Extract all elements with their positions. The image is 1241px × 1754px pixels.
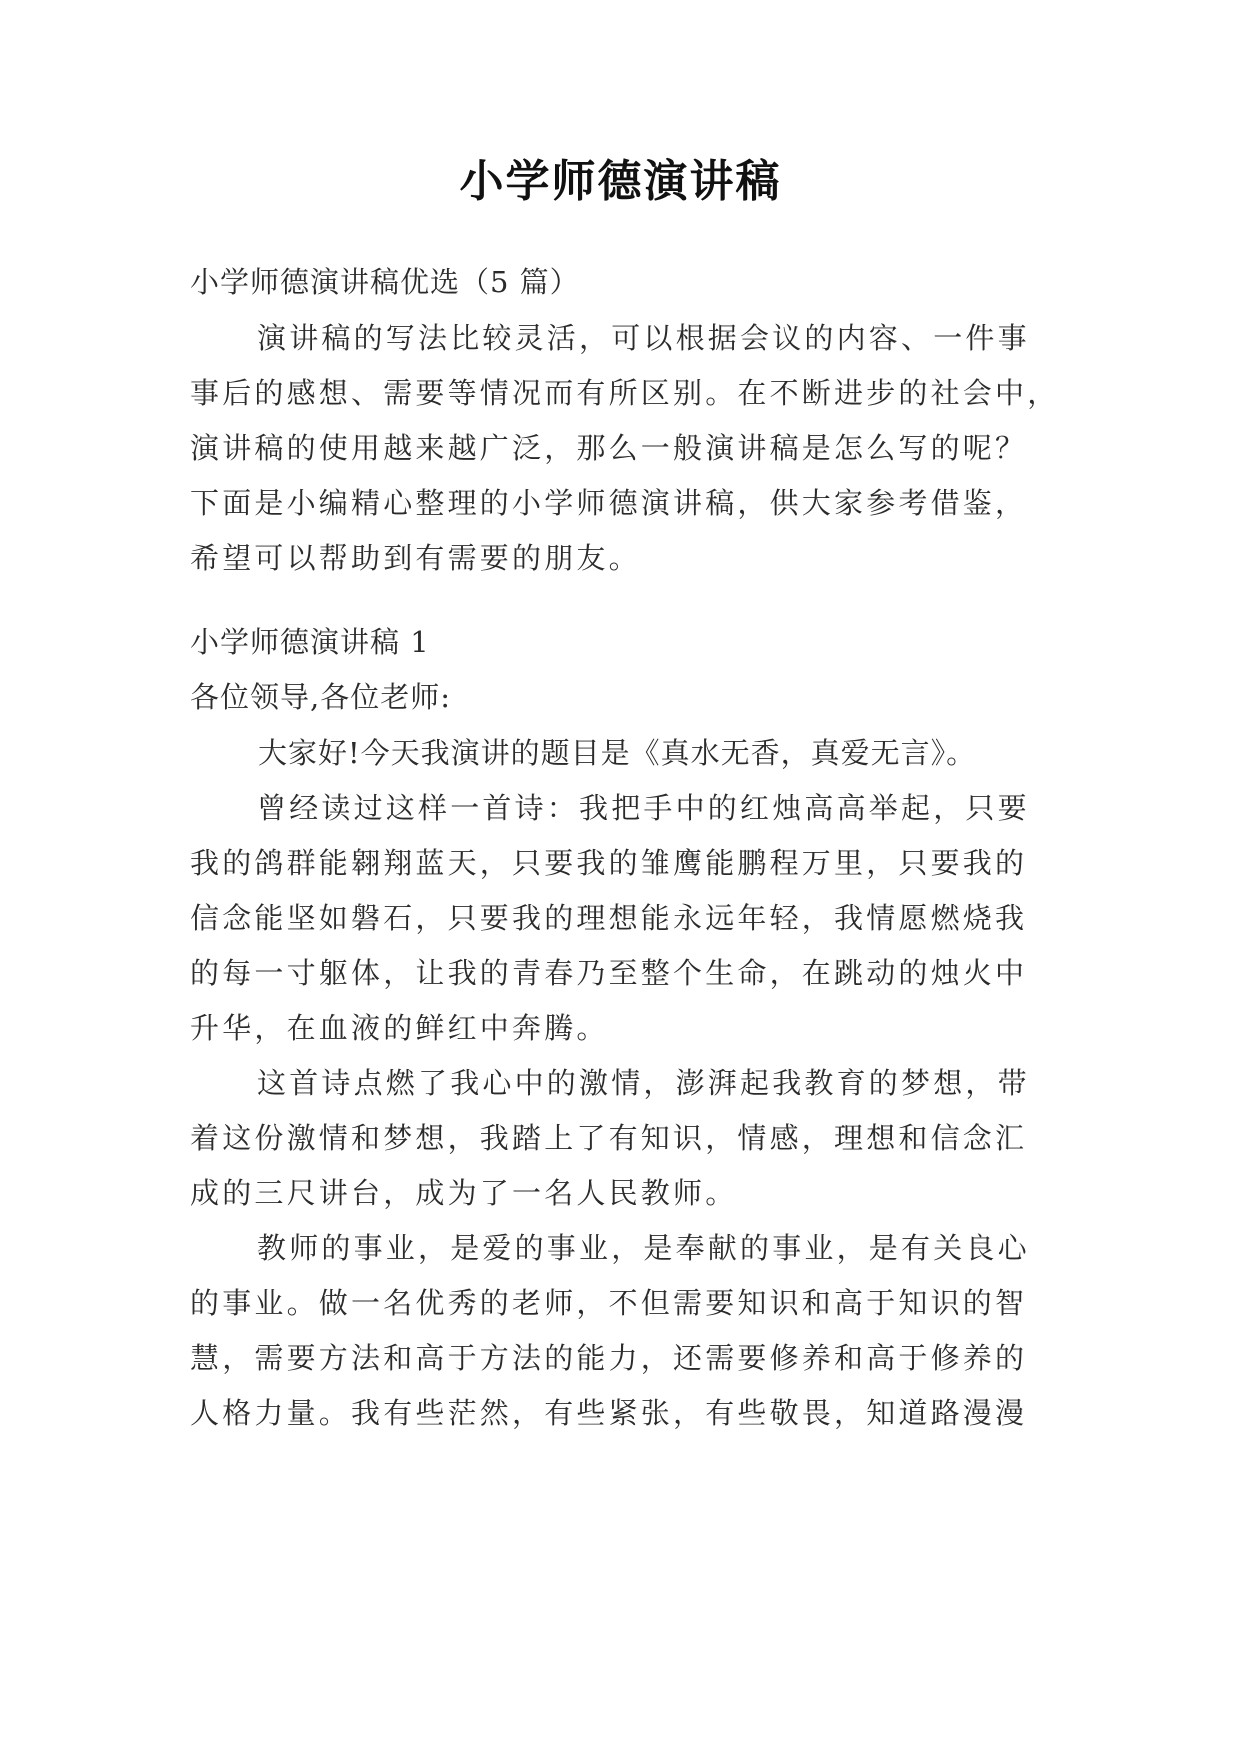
paragraph-line: 信念能坚如磐石，只要我的理想能永远年轻，我情愿燃烧我 <box>190 901 1028 935</box>
paragraph-line: 升华，在血液的鲜红中奔腾。 <box>190 1011 609 1045</box>
paragraph-line: 的每一寸躯体，让我的青春乃至整个生命，在跳动的烛火中 <box>190 956 1028 990</box>
document-title: 小学师德演讲稿 <box>459 156 782 207</box>
paragraph-line: 人格力量。我有些茫然，有些紧张，有些敬畏，知道路漫漫 <box>190 1396 1028 1430</box>
intro-line: 希望可以帮助到有需要的朋友。 <box>190 541 641 575</box>
paragraph-line: 成的三尺讲台，成为了一名人民教师。 <box>190 1176 738 1210</box>
subtitle: 小学师德演讲稿优选（5 篇） <box>190 265 580 299</box>
intro-line: 下面是小编精心整理的小学师德演讲稿，供大家参考借鉴， <box>190 486 1028 520</box>
intro-line: 演讲稿的使用越来越广泛，那么一般演讲稿是怎么写的呢？ <box>190 431 1028 465</box>
paragraph-line: 慧，需要方法和高于方法的能力，还需要修养和高于修养的 <box>190 1341 1028 1375</box>
paragraph-line: 着这份激情和梦想，我踏上了有知识，情感，理想和信念汇 <box>190 1121 1028 1155</box>
paragraph-line: 这首诗点燃了我心中的激情，澎湃起我教育的梦想，带 <box>257 1066 1030 1100</box>
paragraph-line: 曾经读过这样一首诗：我把手中的红烛高高举起，只要 <box>257 791 1030 825</box>
paragraph-line: 我的鸽群能翱翔蓝天，只要我的雏鹰能鹏程万里，只要我的 <box>190 846 1028 880</box>
paragraph-line: 的事业。做一名优秀的老师，不但需要知识和高于知识的智 <box>190 1286 1028 1320</box>
section-heading: 小学师德演讲稿 1 <box>190 625 430 659</box>
salutation: 各位领导,各位老师: <box>190 680 451 714</box>
intro-line: 演讲稿的写法比较灵活，可以根据会议的内容、一件事 <box>257 321 1030 355</box>
greeting: 大家好!今天我演讲的题目是《真水无香，真爱无言》。 <box>258 736 977 770</box>
paragraph-line: 教师的事业，是爱的事业，是奉献的事业，是有关良心 <box>257 1231 1030 1265</box>
intro-line: 事后的感想、需要等情况而有所区别。在不断进步的社会中， <box>190 376 1060 410</box>
